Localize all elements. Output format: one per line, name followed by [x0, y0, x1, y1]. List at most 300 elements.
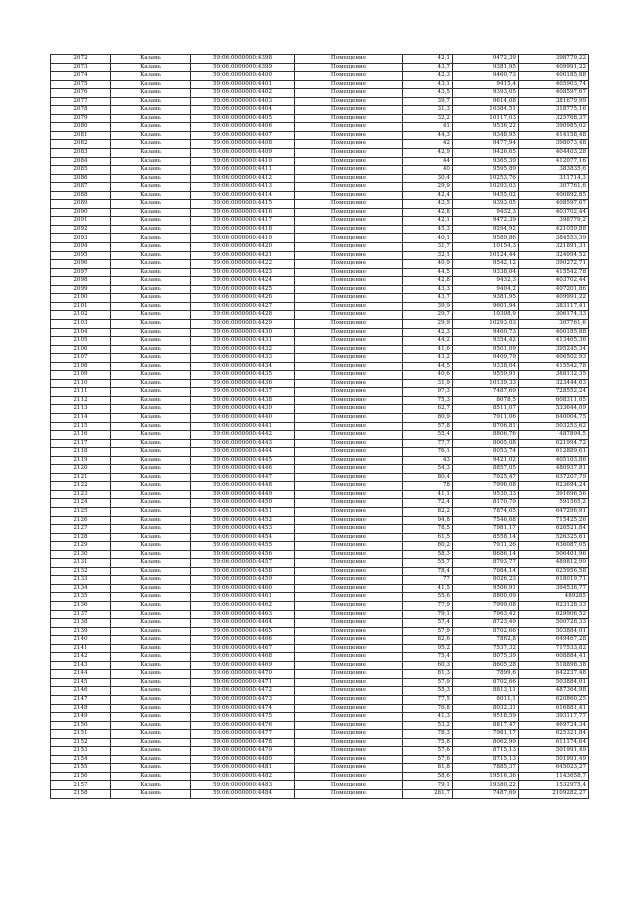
cadastral-value-cell: 526325,61 — [519, 533, 589, 542]
area-cell: 41,6 — [403, 345, 453, 354]
unit-price-cell: 8813,11 — [453, 687, 519, 696]
unit-price-cell: 7911,06 — [453, 413, 519, 422]
area-cell: 29,7 — [403, 311, 453, 320]
unit-price-cell: 7981,17 — [453, 730, 519, 739]
row-number-cell: 2137 — [51, 610, 111, 619]
city-cell: Казань — [111, 405, 191, 414]
cadastral-number-cell: 59:06:0000000:4435 — [191, 371, 295, 380]
area-cell: 42,4 — [403, 191, 453, 200]
object-type-cell: Помещение — [295, 550, 403, 559]
table-row — [51, 644, 589, 653]
object-type-cell: Помещение — [295, 661, 403, 670]
table-row — [51, 225, 589, 234]
cadastral-number-cell: 59:06:0000000:4432 — [191, 345, 295, 354]
row-number-cell: 2142 — [51, 653, 111, 662]
city-cell: Казань — [111, 499, 191, 508]
unit-price-cell: 7999,08 — [453, 602, 519, 611]
cadastral-number-cell: 59:06:0000000:4442 — [191, 431, 295, 440]
table-row — [51, 602, 589, 611]
row-number-cell: 2153 — [51, 747, 111, 756]
city-cell: Казань — [111, 251, 191, 260]
cadastral-value-cell: 406502,93 — [519, 354, 589, 363]
unit-price-cell: 7925,47 — [453, 473, 519, 482]
area-cell: 42,8 — [403, 208, 453, 217]
object-type-cell: Помещение — [295, 482, 403, 491]
unit-price-cell: 9601,94 — [453, 302, 519, 311]
area-cell: 78 — [403, 482, 453, 491]
object-type-cell: Помещение — [295, 337, 403, 346]
row-number-cell: 2094 — [51, 243, 111, 252]
table-row — [51, 217, 589, 226]
unit-price-cell: 9409,79 — [453, 354, 519, 363]
unit-price-cell: 9354,42 — [453, 337, 519, 346]
cadastral-value-cell: 383835,6 — [519, 166, 589, 175]
area-cell: 39,7 — [403, 97, 453, 106]
table-row — [51, 772, 589, 781]
city-cell: Казань — [111, 285, 191, 294]
table-row — [51, 619, 589, 628]
table-row — [51, 696, 589, 705]
city-cell: Казань — [111, 542, 191, 551]
cadastral-value-cell: 381679,99 — [519, 97, 589, 106]
area-cell: 97,3 — [403, 388, 453, 397]
area-cell: 72,4 — [403, 499, 453, 508]
row-number-cell: 2096 — [51, 260, 111, 269]
cadastral-number-cell: 59:06:0000000:4439 — [191, 405, 295, 414]
area-cell: 77,7 — [403, 439, 453, 448]
cadastral-value-cell: 2109282,27 — [519, 790, 589, 799]
table-row — [51, 72, 589, 81]
cadastral-value-cell: 506401,96 — [519, 550, 589, 559]
object-type-cell: Помещение — [295, 781, 403, 790]
unit-price-cell: 9460,73 — [453, 72, 519, 81]
row-number-cell: 2139 — [51, 627, 111, 636]
area-cell: 30,4 — [403, 174, 453, 183]
object-type-cell: Помещение — [295, 602, 403, 611]
area-cell: 95,2 — [403, 644, 453, 653]
cadastral-number-cell: 59:06:0000000:4399 — [191, 63, 295, 72]
object-type-cell: Помещение — [295, 448, 403, 457]
city-cell: Казань — [111, 354, 191, 363]
city-cell: Казань — [111, 243, 191, 252]
row-number-cell: 2129 — [51, 542, 111, 551]
row-number-cell: 2113 — [51, 405, 111, 414]
unit-price-cell: 8806,76 — [453, 431, 519, 440]
object-type-cell: Помещение — [295, 490, 403, 499]
table-row — [51, 636, 589, 645]
unit-price-cell: 10293,03 — [453, 319, 519, 328]
table-row — [51, 533, 589, 542]
row-number-cell: 2107 — [51, 354, 111, 363]
area-cell: 58,3 — [403, 550, 453, 559]
cadastral-value-cell: 503884,01 — [519, 678, 589, 687]
city-cell: Казань — [111, 294, 191, 303]
row-number-cell: 2134 — [51, 584, 111, 593]
row-number-cell: 2111 — [51, 388, 111, 397]
cadastral-number-cell: 59:06:0000000:4455 — [191, 542, 295, 551]
unit-price-cell: 9381,95 — [453, 294, 519, 303]
area-cell: 75,4 — [403, 653, 453, 662]
unit-price-cell: 9426,65 — [453, 149, 519, 158]
unit-price-cell: 10139,33 — [453, 379, 519, 388]
city-cell: Казань — [111, 619, 191, 628]
row-number-cell: 2136 — [51, 602, 111, 611]
city-cell: Казань — [111, 123, 191, 132]
area-cell: 40 — [403, 166, 453, 175]
unit-price-cell: 8032,31 — [453, 704, 519, 713]
object-type-cell: Помещение — [295, 619, 403, 628]
cadastral-value-cell: 390985,02 — [519, 123, 589, 132]
table-row — [51, 559, 589, 568]
unit-price-cell: 9589,86 — [453, 234, 519, 243]
object-type-cell: Помещение — [295, 636, 403, 645]
city-cell: Казань — [111, 465, 191, 474]
row-number-cell: 2097 — [51, 268, 111, 277]
unit-price-cell: 8170,79 — [453, 499, 519, 508]
cadastral-number-cell: 59:06:0000000:4430 — [191, 328, 295, 337]
unit-price-cell: 9559,91 — [453, 371, 519, 380]
object-type-cell: Помещение — [295, 755, 403, 764]
cadastral-number-cell: 59:06:0000000:4463 — [191, 610, 295, 619]
area-cell: 43 — [403, 456, 453, 465]
object-type-cell: Помещение — [295, 507, 403, 516]
area-cell: 53,2 — [403, 721, 453, 730]
table-row — [51, 465, 589, 474]
table-row — [51, 319, 589, 328]
object-type-cell: Помещение — [295, 516, 403, 525]
row-number-cell: 2123 — [51, 490, 111, 499]
row-number-cell: 2114 — [51, 413, 111, 422]
cadastral-value-cell: 501991,49 — [519, 747, 589, 756]
object-type-cell: Помещение — [295, 89, 403, 98]
cadastral-value-cell: 391696,56 — [519, 490, 589, 499]
cadastral-number-cell: 59:06:0000000:4471 — [191, 678, 295, 687]
table-row — [51, 268, 589, 277]
unit-price-cell: 10117,03 — [453, 114, 519, 123]
cadastral-value-cell: 625321,84 — [519, 730, 589, 739]
area-cell: 42,1 — [403, 55, 453, 64]
cadastral-number-cell: 59:06:0000000:4423 — [191, 268, 295, 277]
table-row — [51, 234, 589, 243]
cadastral-value-cell: 388132,35 — [519, 371, 589, 380]
area-cell: 77 — [403, 576, 453, 585]
table-row — [51, 114, 589, 123]
row-number-cell: 2080 — [51, 123, 111, 132]
cadastral-number-cell: 59:06:0000000:4425 — [191, 285, 295, 294]
city-cell: Казань — [111, 131, 191, 140]
table-row — [51, 200, 589, 209]
cadastral-number-cell: 59:06:0000000:4483 — [191, 781, 295, 790]
row-number-cell: 2104 — [51, 328, 111, 337]
unit-price-cell: 9536,22 — [453, 123, 519, 132]
object-type-cell: Помещение — [295, 388, 403, 397]
unit-price-cell: 8605,28 — [453, 661, 519, 670]
table-row — [51, 781, 589, 790]
cadastral-value-cell: 612889,61 — [519, 448, 589, 457]
object-type-cell: Помещение — [295, 738, 403, 747]
unit-price-cell: 8723,49 — [453, 619, 519, 628]
table-row — [51, 362, 589, 371]
table-row — [51, 131, 589, 140]
area-cell: 75,8 — [403, 738, 453, 747]
object-type-cell: Помещение — [295, 140, 403, 149]
unit-price-cell: 7885,37 — [453, 764, 519, 773]
area-cell: 80,2 — [403, 542, 453, 551]
cadastral-number-cell: 59:06:0000000:4408 — [191, 140, 295, 149]
row-number-cell: 2088 — [51, 191, 111, 200]
city-cell: Казань — [111, 97, 191, 106]
area-cell: 58,6 — [403, 772, 453, 781]
unit-price-cell: 9460,73 — [453, 328, 519, 337]
cadastral-number-cell: 59:06:0000000:4406 — [191, 123, 295, 132]
area-cell: 44,5 — [403, 268, 453, 277]
cadastral-number-cell: 59:06:0000000:4417 — [191, 217, 295, 226]
area-cell: 80,4 — [403, 473, 453, 482]
object-type-cell: Помещение — [295, 499, 403, 508]
cadastral-number-cell: 59:06:0000000:4424 — [191, 277, 295, 286]
city-cell: Казань — [111, 217, 191, 226]
object-type-cell: Помещение — [295, 576, 403, 585]
cadastral-number-cell: 59:06:0000000:4441 — [191, 422, 295, 431]
city-cell: Казань — [111, 448, 191, 457]
table-row — [51, 345, 589, 354]
unit-price-cell: 7537,32 — [453, 644, 519, 653]
unit-price-cell: 9472,39 — [453, 55, 519, 64]
area-cell: 77,5 — [403, 696, 453, 705]
row-number-cell: 2081 — [51, 131, 111, 140]
table-row — [51, 89, 589, 98]
object-type-cell: Помещение — [295, 422, 403, 431]
row-number-cell: 2084 — [51, 157, 111, 166]
table-row — [51, 183, 589, 192]
cadastral-number-cell: 59:06:0000000:4484 — [191, 790, 295, 799]
object-type-cell: Помещение — [295, 302, 403, 311]
unit-price-cell: 7931,26 — [453, 542, 519, 551]
row-number-cell: 2093 — [51, 234, 111, 243]
table-row — [51, 140, 589, 149]
object-type-cell: Помещение — [295, 405, 403, 414]
unit-price-cell: 7546,68 — [453, 516, 519, 525]
cadastral-number-cell: 59:06:0000000:4429 — [191, 319, 295, 328]
parcel-table-body — [51, 55, 589, 799]
table-row — [51, 302, 589, 311]
area-cell: 76,8 — [403, 704, 453, 713]
cadastral-number-cell: 59:06:0000000:4418 — [191, 225, 295, 234]
cadastral-value-cell: 394536,77 — [519, 584, 589, 593]
cadastral-value-cell: 306174,33 — [519, 311, 589, 320]
object-type-cell: Помещение — [295, 473, 403, 482]
cadastral-value-cell: 1532975,4 — [519, 781, 589, 790]
table-row — [51, 448, 589, 457]
area-cell: 43,5 — [403, 200, 453, 209]
cadastral-value-cell: 384553,39 — [519, 234, 589, 243]
unit-price-cell: 9455,02 — [453, 191, 519, 200]
area-cell: 60,3 — [403, 661, 453, 670]
table-row — [51, 208, 589, 217]
cadastral-value-cell: 413465,36 — [519, 337, 589, 346]
row-number-cell: 2075 — [51, 80, 111, 89]
unit-price-cell: 9338,04 — [453, 268, 519, 277]
city-cell: Казань — [111, 72, 191, 81]
area-cell: 42 — [403, 140, 453, 149]
unit-price-cell: 9472,39 — [453, 217, 519, 226]
cadastral-number-cell: 59:06:0000000:4478 — [191, 738, 295, 747]
cadastral-number-cell: 59:06:0000000:4427 — [191, 302, 295, 311]
row-number-cell: 2154 — [51, 755, 111, 764]
area-cell: 44 — [403, 157, 453, 166]
city-cell: Казань — [111, 704, 191, 713]
cadastral-value-cell: 469724,34 — [519, 721, 589, 730]
cadastral-number-cell: 59:06:0000000:4451 — [191, 507, 295, 516]
table-row — [51, 525, 589, 534]
unit-price-cell: 9365,39 — [453, 157, 519, 166]
area-cell: 55,6 — [403, 593, 453, 602]
row-number-cell: 2110 — [51, 379, 111, 388]
parcel-table — [50, 54, 589, 799]
cadastral-value-cell: 415542,78 — [519, 362, 589, 371]
table-row — [51, 337, 589, 346]
unit-price-cell: 9506,91 — [453, 584, 519, 593]
cadastral-value-cell: 398779,22 — [519, 55, 589, 64]
city-cell: Казань — [111, 80, 191, 89]
table-row — [51, 456, 589, 465]
city-cell: Казань — [111, 371, 191, 380]
cadastral-number-cell: 59:06:0000000:4461 — [191, 593, 295, 602]
city-cell: Казань — [111, 490, 191, 499]
city-cell: Казань — [111, 439, 191, 448]
cadastral-value-cell: 324994,52 — [519, 251, 589, 260]
row-number-cell: 2082 — [51, 140, 111, 149]
table-row — [51, 653, 589, 662]
cadastral-value-cell: 645023,27 — [519, 764, 589, 773]
unit-price-cell: 8511,07 — [453, 405, 519, 414]
area-cell: 44,2 — [403, 337, 453, 346]
cadastral-number-cell: 59:06:0000000:4479 — [191, 747, 295, 756]
cadastral-number-cell: 59:06:0000000:4421 — [191, 251, 295, 260]
object-type-cell: Помещение — [295, 764, 403, 773]
row-number-cell: 2073 — [51, 63, 111, 72]
table-row — [51, 251, 589, 260]
city-cell: Казань — [111, 268, 191, 277]
table-row — [51, 354, 589, 363]
cadastral-number-cell: 59:06:0000000:4433 — [191, 354, 295, 363]
object-type-cell: Помещение — [295, 653, 403, 662]
cadastral-value-cell: 403702,44 — [519, 277, 589, 286]
row-number-cell: 2133 — [51, 576, 111, 585]
city-cell: Казань — [111, 576, 191, 585]
area-cell: 41,3 — [403, 713, 453, 722]
unit-price-cell: 8686,14 — [453, 550, 519, 559]
area-cell: 79,1 — [403, 610, 453, 619]
city-cell: Казань — [111, 396, 191, 405]
table-row — [51, 191, 589, 200]
unit-price-cell: 10124,44 — [453, 251, 519, 260]
object-type-cell: Помещение — [295, 670, 403, 679]
cadastral-number-cell: 59:06:0000000:4466 — [191, 636, 295, 645]
cadastral-value-cell: 398779,2 — [519, 217, 589, 226]
row-number-cell: 2108 — [51, 362, 111, 371]
city-cell: Казань — [111, 559, 191, 568]
cadastral-value-cell: 408597,67 — [519, 200, 589, 209]
table-row — [51, 764, 589, 773]
cadastral-number-cell: 59:06:0000000:4409 — [191, 149, 295, 158]
cadastral-number-cell: 59:06:0000000:4431 — [191, 337, 295, 346]
area-cell: 43,5 — [403, 89, 453, 98]
unit-price-cell: 9518,59 — [453, 713, 519, 722]
object-type-cell: Помещение — [295, 243, 403, 252]
city-cell: Казань — [111, 593, 191, 602]
table-row — [51, 379, 589, 388]
city-cell: Казань — [111, 388, 191, 397]
cadastral-number-cell: 59:06:0000000:4446 — [191, 465, 295, 474]
city-cell: Казань — [111, 738, 191, 747]
cadastral-value-cell: 620860,25 — [519, 696, 589, 705]
row-number-cell: 2124 — [51, 499, 111, 508]
object-type-cell: Помещение — [295, 713, 403, 722]
unit-price-cell: 8558,14 — [453, 533, 519, 542]
city-cell: Казань — [111, 114, 191, 123]
city-cell: Казань — [111, 721, 191, 730]
unit-price-cell: 9421,02 — [453, 456, 519, 465]
object-type-cell: Помещение — [295, 644, 403, 653]
area-cell: 41,5 — [403, 584, 453, 593]
row-number-cell: 2078 — [51, 106, 111, 115]
city-cell: Казань — [111, 533, 191, 542]
cadastral-number-cell: 59:06:0000000:4437 — [191, 388, 295, 397]
row-number-cell: 2099 — [51, 285, 111, 294]
cadastral-value-cell: 503253,62 — [519, 422, 589, 431]
cadastral-value-cell: 489285 — [519, 593, 589, 602]
unit-price-cell: 9404,2 — [453, 285, 519, 294]
cadastral-number-cell: 59:06:0000000:4419 — [191, 234, 295, 243]
row-number-cell: 2115 — [51, 422, 111, 431]
table-row — [51, 704, 589, 713]
object-type-cell: Помещение — [295, 730, 403, 739]
object-type-cell: Помещение — [295, 157, 403, 166]
table-row — [51, 670, 589, 679]
object-type-cell: Помещение — [295, 772, 403, 781]
cadastral-value-cell: 608311,05 — [519, 396, 589, 405]
object-type-cell: Помещение — [295, 294, 403, 303]
cadastral-number-cell: 59:06:0000000:4474 — [191, 704, 295, 713]
cadastral-value-cell: 649467,28 — [519, 636, 589, 645]
city-cell: Казань — [111, 516, 191, 525]
unit-price-cell: 10308,9 — [453, 311, 519, 320]
object-type-cell: Помещение — [295, 542, 403, 551]
table-row — [51, 567, 589, 576]
object-type-cell: Помещение — [295, 131, 403, 140]
cadastral-number-cell: 59:06:0000000:4403 — [191, 97, 295, 106]
unit-price-cell: 7996,08 — [453, 482, 519, 491]
city-cell: Казань — [111, 678, 191, 687]
cadastral-value-cell: 311714,3 — [519, 174, 589, 183]
cadastral-value-cell: 715425,26 — [519, 516, 589, 525]
object-type-cell: Помещение — [295, 277, 403, 286]
cadastral-number-cell: 59:06:0000000:4422 — [191, 260, 295, 269]
cadastral-value-cell: 637207,79 — [519, 473, 589, 482]
cadastral-number-cell: 59:06:0000000:4475 — [191, 713, 295, 722]
cadastral-value-cell: 621994,72 — [519, 439, 589, 448]
area-cell: 43,2 — [403, 354, 453, 363]
cadastral-value-cell: 611174,64 — [519, 738, 589, 747]
area-cell: 94,8 — [403, 516, 453, 525]
unit-price-cell: 8702,66 — [453, 627, 519, 636]
cadastral-number-cell: 59:06:0000000:4447 — [191, 473, 295, 482]
object-type-cell: Помещение — [295, 80, 403, 89]
cadastral-number-cell: 59:06:0000000:4481 — [191, 764, 295, 773]
cadastral-number-cell: 59:06:0000000:4414 — [191, 191, 295, 200]
row-number-cell: 2109 — [51, 371, 111, 380]
